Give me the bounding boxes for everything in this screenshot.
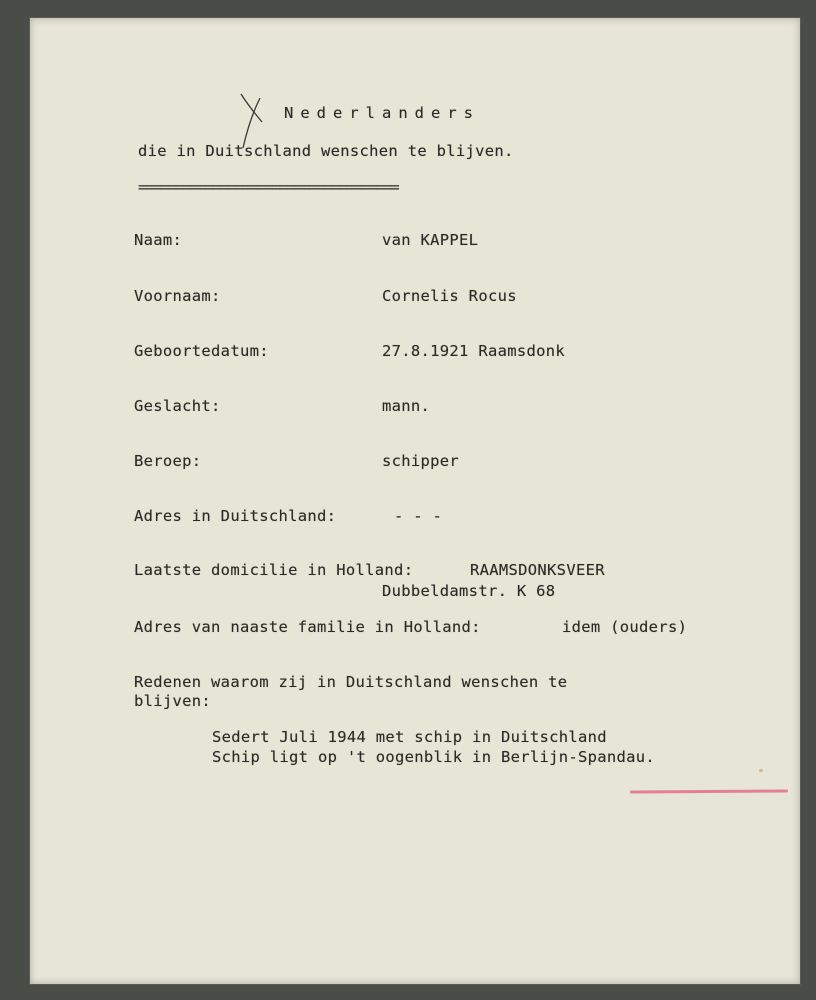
reasons-text-line1: Sedert Juli 1944 met schip in Duitschland xyxy=(212,728,607,746)
field-value-voornaam: Cornelis Rocus xyxy=(382,287,517,305)
field-value-naam: van KAPPEL xyxy=(382,231,479,249)
document-heading: Nederlanders xyxy=(284,104,480,122)
red-pencil-underline xyxy=(630,789,788,793)
field-label-voornaam: Voornaam: xyxy=(134,287,221,305)
field-label-geslacht: Geslacht: xyxy=(134,397,221,415)
paper-speck xyxy=(759,769,763,772)
field-value-adres-duitschland: - - - xyxy=(394,507,443,525)
reasons-text-line2: Schip ligt op 't oogenblik in Berlijn-Spandau. xyxy=(212,748,656,766)
field-label-beroep: Beroep: xyxy=(134,452,202,470)
field-value-laatste-domicilie: RAAMSDONKSVEER xyxy=(470,561,605,579)
field-value-geslacht: mann. xyxy=(382,397,431,415)
document-page xyxy=(30,18,800,984)
field-value-adres-familie: idem (ouders) xyxy=(562,618,688,636)
field-value-beroep: schipper xyxy=(382,452,460,470)
field-label-laatste-domicilie: Laatste domicilie in Holland: xyxy=(134,561,414,579)
field-label-adres-familie: Adres van naaste familie in Holland: xyxy=(134,618,481,636)
field-label-naam: Naam: xyxy=(134,231,183,249)
heading-rule: =================================== xyxy=(138,178,399,196)
field-value-geboortedatum: 27.8.1921 Raamsdonk xyxy=(382,342,566,360)
field-value-laatste-domicilie-street: Dubbeldamstr. K 68 xyxy=(382,582,556,600)
reasons-label-line1: Redenen waarom zij in Duitschland wenschen te xyxy=(134,673,568,691)
document-subheading: die in Duitschland wenschen te blijven. xyxy=(138,142,514,160)
field-label-geboortedatum: Geboortedatum: xyxy=(134,342,269,360)
field-label-adres-duitschland: Adres in Duitschland: xyxy=(134,507,337,525)
reasons-label-line2: blijven: xyxy=(134,692,212,710)
